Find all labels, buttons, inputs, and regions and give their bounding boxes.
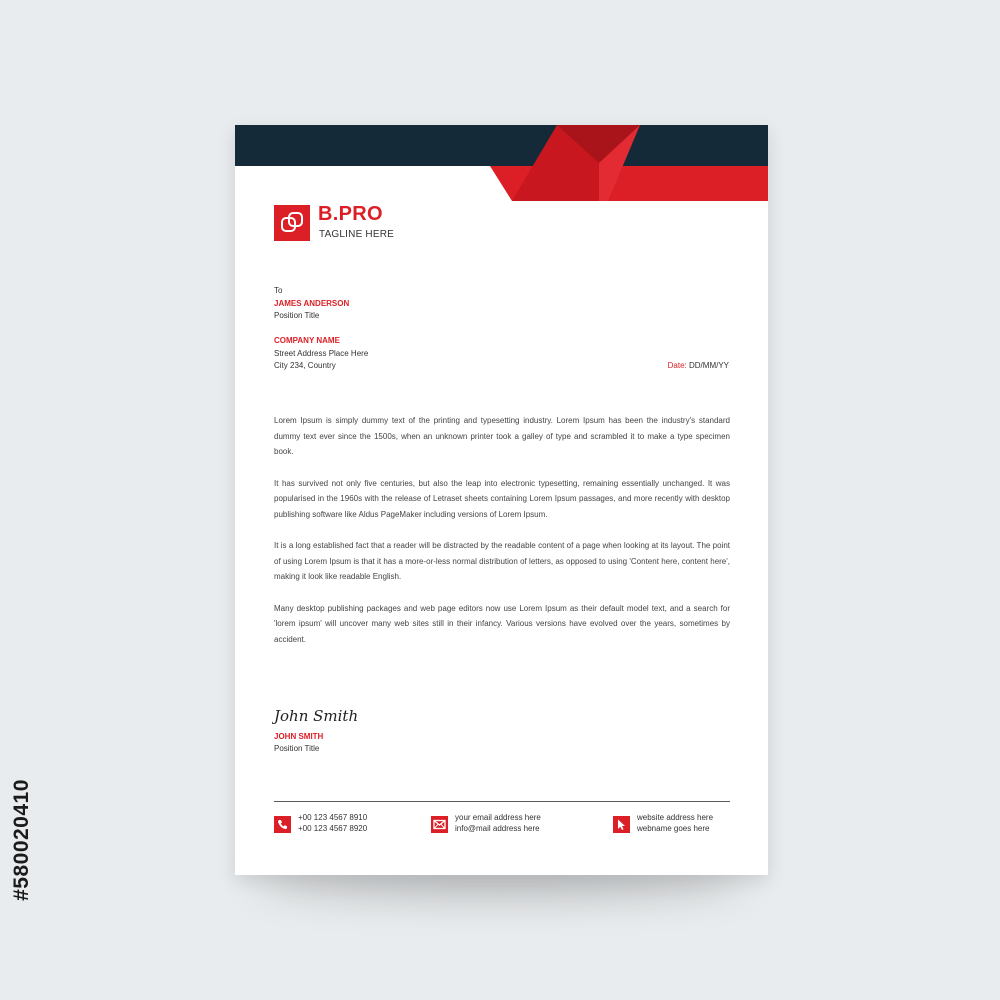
- recipient-position: Position Title: [274, 311, 320, 320]
- recipient-block: [274, 285, 349, 323]
- phone-line-2: +00 123 4567 8920: [298, 824, 368, 833]
- company-street: Street Address Place Here: [274, 348, 369, 358]
- contact-email: [455, 812, 541, 834]
- brand-name: B.PRO: [318, 203, 383, 225]
- brand-tagline: TAGLINE HERE: [319, 229, 395, 240]
- date-label: Date:: [667, 361, 687, 370]
- phone-icon: [274, 816, 291, 833]
- sender-name: JOHN SMITH: [274, 732, 324, 741]
- body-paragraph: Many desktop publishing packages and web page editors now use Lorem Ipsum as their default model text, and a search for 'lorem ipsum' will uncover many web sites still in their infancy. Various versions have evolved over the years, sometimes by accident.: [274, 603, 730, 644]
- date-line: [668, 361, 729, 370]
- web-line-1: website address here: [637, 813, 714, 822]
- footer-divider: [274, 801, 730, 802]
- contact-web: [637, 812, 713, 834]
- header-navy-band: [235, 125, 768, 166]
- header-banner: [235, 125, 768, 205]
- signature: [272, 703, 382, 727]
- letterhead-sheet: [235, 125, 768, 875]
- logo-icon: [274, 205, 310, 241]
- email-line-1: your email address here: [455, 813, 541, 822]
- body-paragraph: Lorem Ipsum is simply dummy text of the printing and typesetting industry. Lorem Ipsum has been the industry's standard dummy text ever since the 1500s, when an unknown printer took a galley of type and scrambled it to make a type specimen book.: [274, 416, 730, 456]
- phone-line-1: +00 123 4567 8910: [298, 813, 368, 822]
- body-paragraph: It is a long established fact that a reader will be distracted by the readable content of a page when looking at its layout. The point of using Lorem Ipsum is that it has a more-or-less normal distribution of letters, as opposed to using 'Content here, content here', making it look like readable English.: [274, 541, 730, 581]
- web-line-2: webname goes here: [637, 824, 710, 833]
- sender-position: Position Title: [274, 744, 320, 753]
- to-label: To: [274, 286, 283, 295]
- body-paragraph: It has survived not only five centuries, but also the leap into electronic typesetting, remaining essentially unchanged. It was popularised in the 1960s with the release of Letraset sheets containing Lorem Ipsum passages, and more recently with desktop publishing software like Aldus PageMaker including versions of Lorem Ipsum.: [274, 478, 730, 519]
- date-value: DD/MM/YY: [689, 361, 729, 370]
- envelope-icon: [431, 816, 448, 833]
- email-line-2: info@mail address here: [455, 824, 540, 833]
- contact-phone: [298, 812, 367, 834]
- recipient-name: JAMES ANDERSON: [274, 298, 350, 308]
- cursor-icon: [613, 816, 630, 833]
- company-block: [274, 335, 368, 373]
- letter-body: [274, 413, 730, 663]
- signature-text: John Smith: [274, 707, 359, 725]
- company-city: City 234, Country: [274, 361, 336, 370]
- stock-id: #580020410: [10, 779, 33, 901]
- company-name: COMPANY NAME: [274, 336, 340, 345]
